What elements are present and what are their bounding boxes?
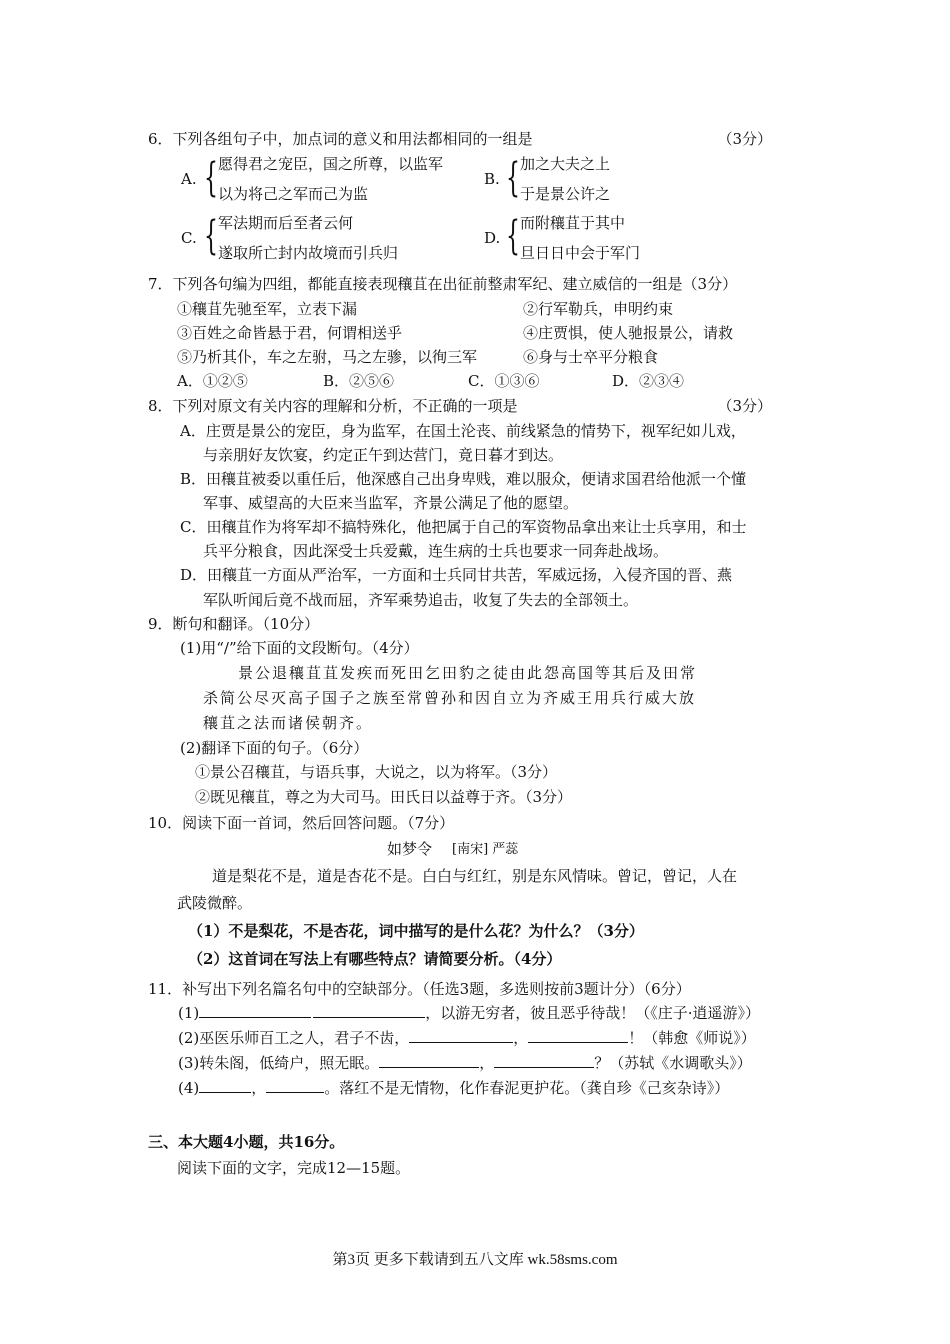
q11-blank[interactable]	[199, 1078, 251, 1093]
q11-line3-prefix: (3)转朱阁，低绮户，照无眠。	[178, 1054, 380, 1072]
q11-line3-suffix: ？（苏轼《水调歌头》）	[594, 1054, 752, 1072]
q10-poem-title: 如梦令	[387, 840, 433, 858]
q6-option-a-line1: 愿得君之宠臣，国之所尊，以监军	[218, 155, 444, 173]
q6-option-c-line2: 遂取所亡封内故境而引兵归	[218, 244, 399, 262]
q6-option-b-line1: 加之大夫之上	[520, 155, 611, 173]
q9-part2: (2)翻译下面的句子。（6分）	[180, 739, 369, 757]
q9-stem: 9．断句和翻译。（10分）	[148, 615, 320, 633]
q6-option-c-line1: 军法期而后至者云何	[218, 214, 354, 232]
q11-blank[interactable]	[379, 1053, 479, 1068]
q6-option-b-line2: 于是景公许之	[520, 185, 611, 203]
q6-option-b-label: B.	[484, 170, 500, 188]
q11-line1-suffix: ，以游无穷者，彼且恶乎待哉！（《庄子·逍遥游》）	[425, 1004, 761, 1022]
q11-line3	[178, 1052, 752, 1073]
section3-instruction: 阅读下面的文字，完成12—15题。	[177, 1159, 411, 1177]
q8-option-c-line2: 兵平分粮食，因此深受士兵爱戴，连生病的士兵也要求一同奔赴战场。	[203, 542, 669, 560]
q7-choice-b: B．②⑤⑥	[323, 372, 395, 390]
q9-passage-line: 杀简公尽灭高子国子之族至常曾孙和因自立为齐威王用兵行威大放	[203, 689, 697, 707]
q11-line4-sep: ，	[251, 1079, 267, 1097]
q9-passage-line: 穰苴之法而诸侯朝齐。	[203, 714, 374, 732]
q7-choice-d: D．②③④	[612, 372, 685, 390]
q10-poem-line2: 武陵微醉。	[177, 894, 253, 912]
q9-sentence: ②既见穰苴，尊之为大司马。田氏日以益尊于齐。（3分）	[195, 788, 573, 806]
q11-line3-sep: ，	[479, 1054, 495, 1072]
q10-sub2: （2）这首词在写法上有哪些特点？请简要分析。（4分）	[188, 950, 562, 968]
q6-option-d-label: D.	[484, 229, 501, 247]
q7-item: ②行军勒兵，申明约束	[523, 300, 674, 318]
q6-points: （3分）	[717, 130, 772, 148]
q7-item: ④庄贾惧，使人驰报景公，请救	[523, 324, 734, 342]
q11-line1-prefix: (1)	[178, 1004, 200, 1022]
q9-sentence: ①景公召穰苴，与语兵事，大说之，以为将军。（3分）	[195, 763, 558, 781]
q11-blank[interactable]	[494, 1053, 594, 1068]
q8-option-a-line1: A．庄贾是景公的宠臣，身为监军，在国土沦丧、前线紧急的情势下，视军纪如儿戏，	[180, 422, 746, 440]
q7-item: ③百姓之命皆悬于君，何谓相送乎	[177, 324, 403, 342]
q11-line1	[178, 1002, 760, 1023]
q9-passage-line: 景公退穰苴苴发疾而死田乞田豹之徒由此怨高国等其后及田常	[238, 664, 698, 682]
q6-option-a-label: A.	[181, 170, 197, 188]
q7-item: ⑥身与士卒平分粮食	[523, 348, 659, 366]
q6-stem: 6．下列各组句子中，加点词的意义和用法都相同的一组是	[148, 130, 533, 148]
q11-blank[interactable]	[409, 1028, 513, 1043]
q7-item: ①穰苴先驰至军，立表下漏	[177, 300, 358, 318]
q11-line4	[178, 1077, 729, 1098]
q8-option-c-line1: C．田穰苴作为将军却不搞特殊化，他把属于自己的军资物品拿出来让士兵享用，和士	[180, 518, 747, 536]
q10-stem: 10．阅读下面一首词，然后回答问题。（7分）	[148, 814, 455, 832]
q11-blank[interactable]	[266, 1078, 324, 1093]
q6-option-d-line2: 旦日日中会于军门	[520, 244, 641, 262]
q8-option-d-line1: D．田穰苴一方面从严治军，一方面和士兵同甘共苦，军威远扬，入侵齐国的晋、燕	[180, 566, 733, 584]
q9-part1: (1)用“/”给下面的文段断句。（4分）	[180, 639, 419, 657]
q7-stem: 7．下列各句编为四组，都能直接表现穰苴在出征前整肃军纪、建立威信的一组是（3分）	[148, 275, 738, 293]
q8-option-a-line2: 与亲朋好友饮宴，约定正午到达营门，竟日暮才到达。	[203, 446, 564, 464]
q11-line2-sep: ，	[513, 1029, 529, 1047]
q11-line2-prefix: (2)巫医乐师百工之人，君子不齿，	[178, 1029, 410, 1047]
q11-line4-prefix: (4)	[178, 1079, 200, 1097]
q10-poem-line1: 道是梨花不是，道是杏花不是。白白与红红，别是东风情味。曾记，曾记，人在	[212, 867, 738, 885]
q8-option-d-line2: 军队听闻后竟不战而屈，齐军乘势追击，收复了失去的全部领土。	[203, 591, 639, 609]
q11-blank[interactable]	[199, 1003, 311, 1018]
q11-stem: 11．补写出下列名篇名句中的空缺部分。（任选3题，多选则按前3题计分）（6分）	[148, 980, 691, 998]
page-footer: 第3页 更多下载请到五八文库 wk.58sms.com	[332, 1252, 618, 1268]
q8-option-b-line1: B．田穰苴被委以重任后，他深感自己出身卑贱，难以服众，便请求国君给他派一个懂	[180, 470, 747, 488]
q6-option-d-line1: 而附穰苴于其中	[520, 214, 626, 232]
q8-points: （3分）	[717, 397, 772, 415]
q11-blank[interactable]	[528, 1028, 628, 1043]
q7-item: ⑤乃析其仆，车之左驸，马之左骖，以徇三军	[177, 348, 478, 366]
q8-option-b-line2: 军事、威望高的大臣来当监军，齐景公满足了他的愿望。	[203, 494, 579, 512]
q11-line2	[178, 1027, 756, 1048]
q11-blank[interactable]	[313, 1003, 425, 1018]
q8-stem: 8．下列对原文有关内容的理解和分析，不正确的一项是	[148, 397, 518, 415]
q10-poem-author: [南宋] 严蕊	[452, 842, 519, 857]
q6-option-a-line2: 以为将己之军而己为监	[218, 185, 369, 203]
q10-sub1: （1）不是梨花，不是杏花，词中描写的是什么花？为什么？（3分）	[188, 922, 644, 940]
q11-line4-suffix: 。落红不是无情物，化作春泥更护花。（龚自珍《己亥杂诗》）	[324, 1079, 730, 1097]
q6-option-c-label: C.	[181, 229, 197, 247]
q7-choice-c: C．①③⑥	[468, 372, 540, 390]
section3-title: 三、本大题4小题，共16分。	[148, 1133, 345, 1151]
q11-line2-suffix: ！（韩愈《师说》）	[628, 1029, 756, 1047]
q7-choice-a: A．①②⑤	[177, 372, 248, 390]
